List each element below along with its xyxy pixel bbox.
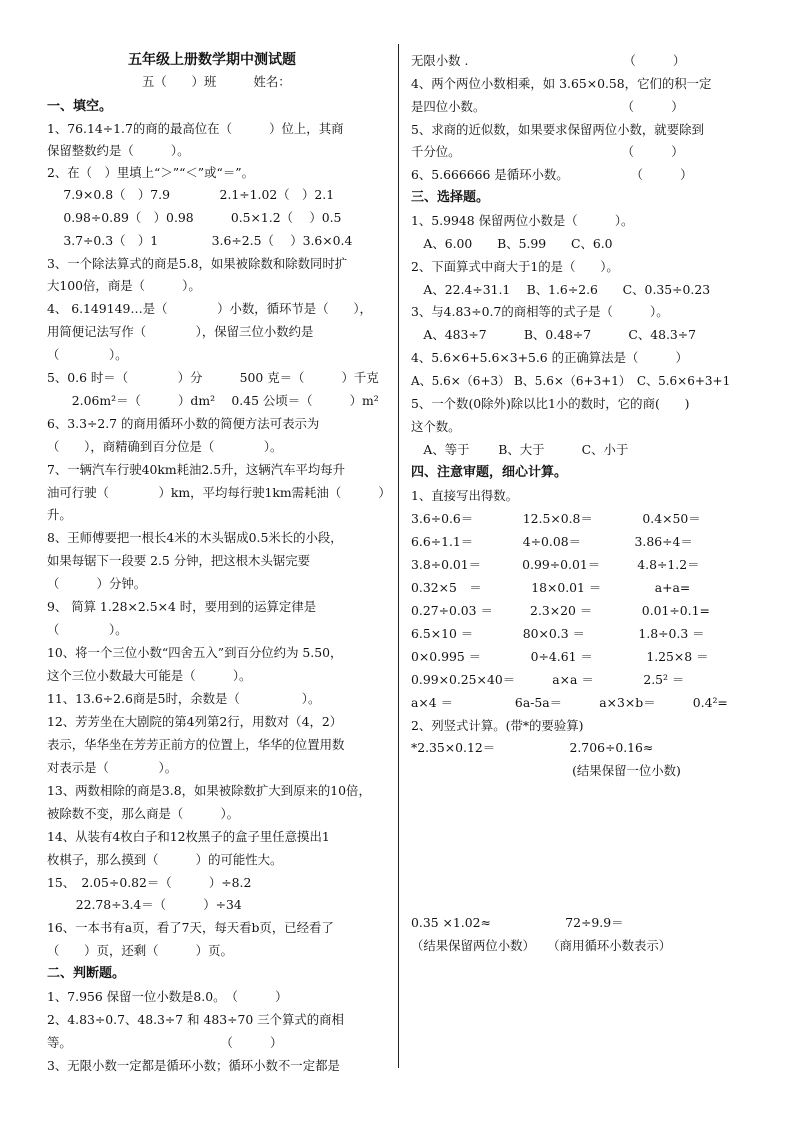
question-line: 0.32×5 ＝ 18×0.01 ＝ a+a=: [411, 580, 691, 595]
question-line: 1、7.956 保留一位小数是8.0。 （ ）: [47, 989, 288, 1004]
question-line: 6.6÷1.1＝ 4÷0.08＝ 3.86÷4＝: [411, 534, 693, 549]
question-line: 枚棋子，那么摸到（ ）的可能性大。: [47, 852, 283, 867]
question-line: 9、 简算 1.28×2.5×4 时，要用到的运算定律是: [47, 599, 317, 614]
question-line: 6、3.3÷2.7 的商用循环小数的简便方法可表示为: [47, 416, 320, 431]
question-line: 14、从装有4枚白子和12枚黑子的盒子里任意摸出1: [47, 829, 330, 844]
question-line: 等。 （ ）: [47, 1035, 283, 1050]
question-line: 2、在（ ）里填上“＞”“＜”或“＝”。: [47, 165, 254, 180]
question-line: 1、5.9948 保留两位小数是（ ）。: [411, 213, 634, 228]
question-line: 0×0.995 ＝ 0÷4.61 ＝ 1.25×8 ＝: [411, 649, 709, 664]
question-line: 3、无限小数一定都是循环小数；循环小数不一定都是: [47, 1058, 340, 1073]
question-line: 7.9×0.8（ ）7.9 2.1÷1.02（ ）2.1: [47, 187, 335, 202]
question-line: A、等于 B、大于 C、小于: [411, 442, 629, 457]
question-line: （ ）页，还剩（ ）页。: [47, 943, 233, 958]
question-line: 大100倍，商是（ ）。: [47, 278, 201, 293]
question-line: 是四位小数。 （ ）: [411, 99, 684, 114]
question-line: 2、列竖式计算。(带*的要验算): [411, 718, 584, 733]
question-line: 这个三位小数最大可能是（ ）。: [47, 668, 252, 683]
question-line: 油可行驶（ ）km，平均每行驶1km需耗油（ ）: [47, 485, 391, 500]
question-line: (结果保留一位小数): [411, 763, 681, 778]
question-line: 11、13.6÷2.6商是5时，余数是（ ）。: [47, 691, 321, 706]
question-line: （ ），商精确到百分位是（ ）。: [47, 439, 283, 454]
question-line: （ ）分钟。: [47, 576, 147, 591]
question-line: 4、5.6×6+5.6×3+5.6 的正确算法是（ ）: [411, 350, 688, 365]
question-line: 16、一本书有a页，看了7天，每天看b页，已经看了: [47, 920, 334, 935]
question-line: A、6.00 B、5.99 C、6.0: [411, 236, 613, 251]
question-line: 6、5.666666 是循环小数。 （ ）: [411, 167, 693, 182]
question-line: 10、将一个三位小数“四舍五入”到百分位约为 5.50，: [47, 645, 343, 660]
question-line: 4、 6.149149…是（ ）小数，循环节是（ ），: [47, 301, 372, 316]
question-line: A、5.6×（6+3） B、5.6×（6+3+1） C、5.6×6+3+1: [411, 374, 731, 388]
question-line: 3.8÷0.01＝ 0.99÷0.01＝ 4.8÷1.2＝: [411, 557, 700, 572]
class-name-line: 五（ ）班 姓名：: [142, 74, 291, 89]
question-line: *2.35×0.12＝ 2.706÷0.16≈: [411, 740, 654, 755]
question-line: （结果保留两位小数） （商用循环小数表示）: [411, 938, 672, 953]
question-line: 升。: [47, 507, 72, 522]
section-true-false-heading: 二、判断题。: [47, 966, 126, 981]
question-line: 保留整数约是（ ）。: [47, 143, 190, 158]
question-line: a×4 ＝ 6a-5a＝ a×3×b＝ 0.4²=: [411, 695, 728, 710]
question-line: 无限小数 . （ ）: [411, 53, 686, 68]
question-line: 3、一个除法算式的商是5.8，如果被除数和除数同时扩: [47, 256, 348, 271]
page-title: 五年级上册数学期中测试题: [128, 52, 296, 68]
question-line: 对表示是（ ）。: [47, 760, 178, 775]
question-line: 这个数。: [411, 419, 461, 434]
question-line: 3.6÷0.6＝ 12.5×0.8＝ 0.4×50＝: [411, 511, 701, 526]
question-line: 5、一个数(0除外)除以比1小的数时，它的商( ): [411, 396, 690, 411]
question-line: 0.98÷0.89（ ）0.98 0.5×1.2（ ）0.5: [47, 210, 342, 225]
question-line: A、22.4÷31.1 B、1.6÷2.6 C、0.35÷0.23: [411, 282, 711, 297]
section-fill-blank-heading: 一、填空。: [47, 99, 113, 114]
question-line: 0.27÷0.03 ＝ 2.3×20 ＝ 0.01÷0.1=: [411, 603, 710, 618]
question-line: 12、芳芳坐在大剧院的第4列第2行，用数对（4，2）: [47, 714, 343, 729]
question-line: 3.7÷0.3（ ）1 3.6÷2.5（ ）3.6×0.4: [47, 233, 353, 248]
question-line: （ ）。: [47, 347, 128, 362]
question-line: 如果每锯下一段要 2.5 分钟，把这根木头锯完要: [47, 553, 311, 568]
question-line: 8、王师傅要把一根长4米的木头锯成0.5米长的小段，: [47, 530, 343, 545]
question-line: 22.78÷3.4＝（ ）÷34: [47, 897, 242, 912]
question-line: 被除数不变，那么商是（ ）。: [47, 806, 240, 821]
question-line: 7、一辆汽车行驶40km耗油2.5升，这辆汽车平均每升: [47, 462, 346, 477]
column-divider: [398, 44, 399, 1068]
question-line: 4、两个两位小数相乘，如 3.65×0.58，它们的积一定: [411, 76, 712, 91]
question-line: 2、下面算式中商大于1的是（ ）。: [411, 259, 619, 274]
section-multiple-choice-heading: 三、选择题。: [411, 190, 490, 205]
question-line: 2.06m²＝（ ）dm² 0.45 公顷＝（ ）m²: [47, 393, 379, 408]
question-line: （ ）。: [47, 622, 128, 637]
question-line: 13、两数相除的商是3.8，如果被除数扩大到原来的10倍，: [47, 783, 371, 798]
question-line: A、483÷7 B、0.48÷7 C、48.3÷7: [411, 327, 697, 342]
question-line: 15、 2.05÷0.82＝（ ）÷8.2: [47, 875, 252, 890]
question-line: 6.5×10 ＝ 80×0.3 ＝ 1.8÷0.3 ＝: [411, 626, 705, 641]
question-line: 0.35 ×1.02≈ 72÷9.9＝: [411, 915, 624, 930]
question-line: 5、0.6 时＝（ ）分 500 克＝（ ）千克: [47, 370, 379, 385]
question-line: 5、求商的近似数，如果要求保留两位小数，就要除到: [411, 122, 704, 137]
question-line: 0.99×0.25×40＝ a×a ＝ 2.5² ＝: [411, 672, 685, 687]
question-line: 用简便记法写作（ ），保留三位小数约是: [47, 324, 314, 339]
question-line: 2、4.83÷0.7、48.3÷7 和 483÷70 三个算式的商相: [47, 1012, 344, 1027]
question-line: 1、直接写出得数。: [411, 488, 519, 503]
question-line: 3、与4.83÷0.7的商相等的式子是（ ）。: [411, 304, 669, 319]
question-line: 1、76.14÷1.7的商的最高位在（ ）位上，其商: [47, 121, 344, 136]
question-line: 千分位。 （ ）: [411, 144, 684, 159]
question-line: 表示，华华坐在芳芳正前方的位置上，华华的位置用数: [47, 737, 345, 752]
section-calculation-heading: 四、注意审题，细心计算。: [411, 465, 568, 480]
